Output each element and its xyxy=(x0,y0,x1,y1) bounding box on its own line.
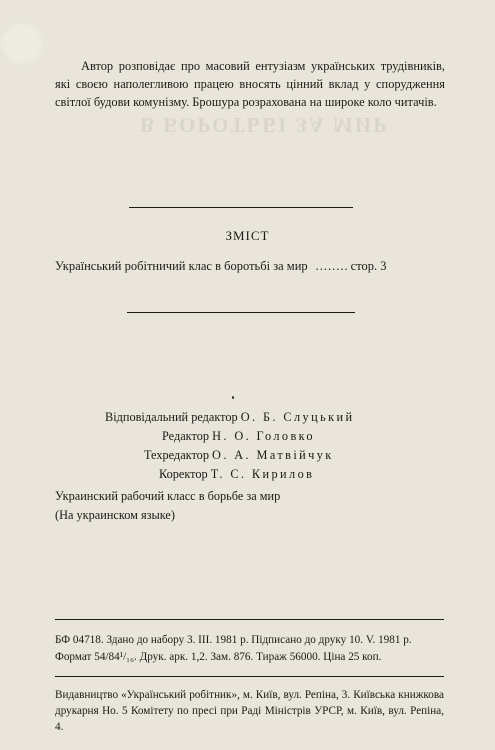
russian-title-block xyxy=(55,487,280,524)
publisher-info: Видавництво «Український робітник», м. Київ, вул. Репіна, 3. Київська книжкова друкарня Но. 5 Комітету по пресі при Раді Міністрів УРСР, м. Київ, вул. Репіна, 4. xyxy=(55,689,444,733)
toc-entry xyxy=(55,259,450,274)
language-note: (На украинском языке) xyxy=(55,507,175,522)
toc-entry-title: Український робітничий клас в боротьбі за мир xyxy=(55,259,308,273)
credit-name: О. Б. Слуцький xyxy=(240,410,355,424)
toc-entry-leader: ........ xyxy=(315,259,349,273)
ink-speck xyxy=(232,396,234,399)
imprint-details: Друк. арк. 1,2. Зам. 876. Тираж 56000. Ціна 25 коп. xyxy=(139,651,382,663)
bleed-through-text: В БОРОТЬБІ ЗА МИР xyxy=(140,113,389,137)
imprint-block xyxy=(55,632,444,666)
credit-tech-editor xyxy=(144,448,334,463)
credit-name: О. А. Матвійчук xyxy=(212,448,334,462)
credit-proofreader xyxy=(159,467,314,482)
credit-name: Т. С. Кирилов xyxy=(210,467,315,481)
imprint-line-1: БФ 04718. Здано до набору 3. ІІІ. 1981 р. Підписано до друку 10. V. 1981 р. xyxy=(55,634,412,646)
toc-heading: ЗМІСТ xyxy=(225,228,270,243)
toc-entry-page: стор. 3 xyxy=(350,259,387,273)
credit-role: Редактор xyxy=(162,429,210,443)
divider-bottom xyxy=(127,312,355,313)
credit-editor xyxy=(162,429,315,444)
imprint-divider-top xyxy=(55,619,444,620)
imprint-divider-bottom xyxy=(55,676,444,677)
credit-responsible-editor xyxy=(105,410,354,425)
credit-role: Коректор xyxy=(159,467,208,481)
format-label: Формат xyxy=(55,651,92,663)
credit-role: Техредактор xyxy=(144,448,209,462)
imprint-line-2 xyxy=(55,649,444,666)
russian-title: Украинский рабочий класс в борьбе за мир xyxy=(55,489,281,503)
punch-hole xyxy=(0,22,44,66)
credit-name: Н. О. Головко xyxy=(212,429,315,443)
divider-top xyxy=(129,207,353,208)
credit-role: Відповідальний редактор xyxy=(105,410,238,424)
abstract-paragraph: Автор розповідає про масовий ентузіазм українських трудівників, які своєю наполегливою працею вносять цінний вклад у спорудження світлої будови комунізму. Брошура розрахована на широке коло читачів. xyxy=(55,59,445,109)
format-value: 54/84¹/₁₆. xyxy=(94,651,137,663)
